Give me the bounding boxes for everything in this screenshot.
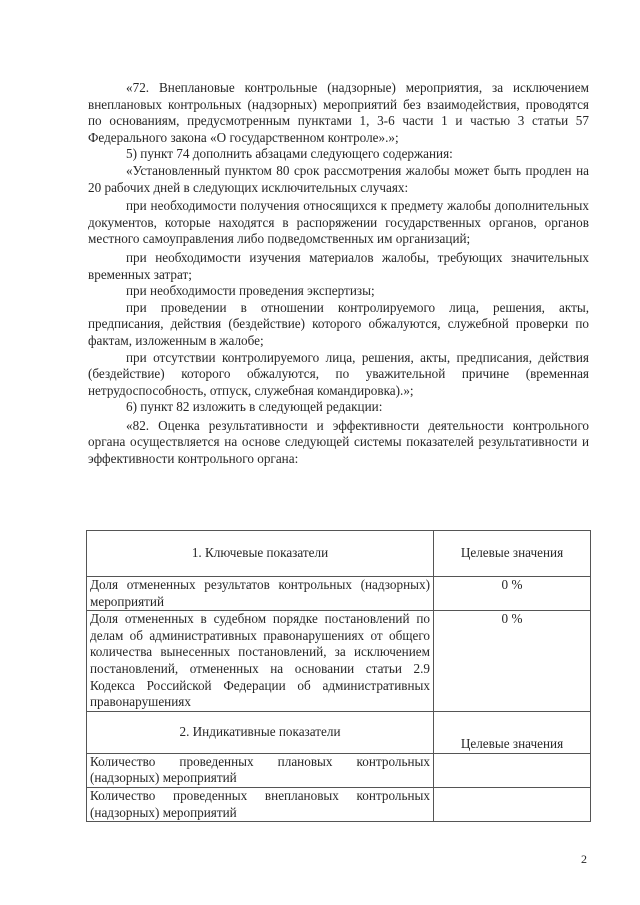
indicators-table bbox=[86, 530, 591, 822]
section-2-target-header: Целевые значения bbox=[434, 711, 591, 753]
table-row bbox=[87, 787, 591, 821]
paragraph-item-6: 6) пункт 82 изложить в следующей редакции: bbox=[126, 399, 383, 415]
indicator-cell: Количество проведенных внеплановых контрольных (надзорных) мероприятий bbox=[87, 787, 434, 821]
paragraph-case-expertise: при необходимости проведения экспертизы; bbox=[126, 283, 375, 299]
paragraph-case-inspection: при проведении в отношении контролируемого лица, решения, акты, предписания, действия (бездействие) которого обжалуются, служебной проверки по фактам, изложенным в жалобе; bbox=[88, 299, 589, 348]
section-1-title: 1. Ключевые показатели bbox=[87, 531, 434, 577]
paragraph-case-absence: при отсутствии контролируемого лица, решения, акты, предписания, действия (бездействие) которого обжалуются, по уважительной причине (временная нетрудоспособность, отпуск, служебная командировка).»; bbox=[88, 349, 589, 398]
table-row bbox=[87, 753, 591, 787]
indicator-cell: Доля отмененных результатов контрольных (надзорных) мероприятий bbox=[87, 577, 434, 611]
section-2-title: 2. Индикативные показатели bbox=[87, 711, 434, 753]
paragraph-item-5: 5) пункт 74 дополнить абзацами следующего содержания: bbox=[126, 146, 453, 162]
body-text bbox=[88, 80, 589, 468]
paragraph-72: «72. Внеплановые контрольные (надзорные) мероприятия, за исключением внеплановых контрольных (надзорных) мероприятий без взаимодействия, проводятся по основаниям, предусмотренным пунктами 1, 3-6 части 1 и частью 3 статьи 57 Федерального закона «О государственном контроле».»; bbox=[88, 80, 589, 145]
section-1-target-header: Целевые значения bbox=[434, 531, 591, 577]
indicator-cell: Доля отмененных в судебном порядке постановлений по делам об административных правонарушениях от общего количества вынесенных постановлений, за исключением постановлений, отмененных на основании статьи 2.9 Кодекса Российской Федерации об административных правонарушениях bbox=[87, 611, 434, 712]
value-cell: 0 % bbox=[434, 611, 591, 712]
value-cell: 0 % bbox=[434, 577, 591, 611]
paragraph-82: «82. Оценка результативности и эффективности деятельности контрольного органа осуществляется на основе следующей системы показателей результативности и эффективности контрольного органа: bbox=[88, 417, 589, 467]
paragraph-case-documents: при необходимости получения относящихся к предмету жалобы дополнительных документов, которые находятся в распоряжении государственных органов, органов местного самоуправления либо подведомственных им организаций; bbox=[88, 198, 589, 247]
paragraph-extension-intro: «Установленный пунктом 80 срок рассмотрения жалобы может быть продлен на 20 рабочих дней в следующих исключительных случаях: bbox=[88, 162, 589, 195]
value-cell bbox=[434, 787, 591, 821]
page-number: 2 bbox=[581, 852, 587, 866]
table-row bbox=[87, 577, 591, 611]
value-cell bbox=[434, 753, 591, 787]
table-row bbox=[87, 611, 591, 712]
paragraph-case-materials: при необходимости изучения материалов жалобы, требующих значительных временных затрат; bbox=[88, 249, 589, 282]
indicator-cell: Количество проведенных плановых контрольных (надзорных) мероприятий bbox=[87, 753, 434, 787]
